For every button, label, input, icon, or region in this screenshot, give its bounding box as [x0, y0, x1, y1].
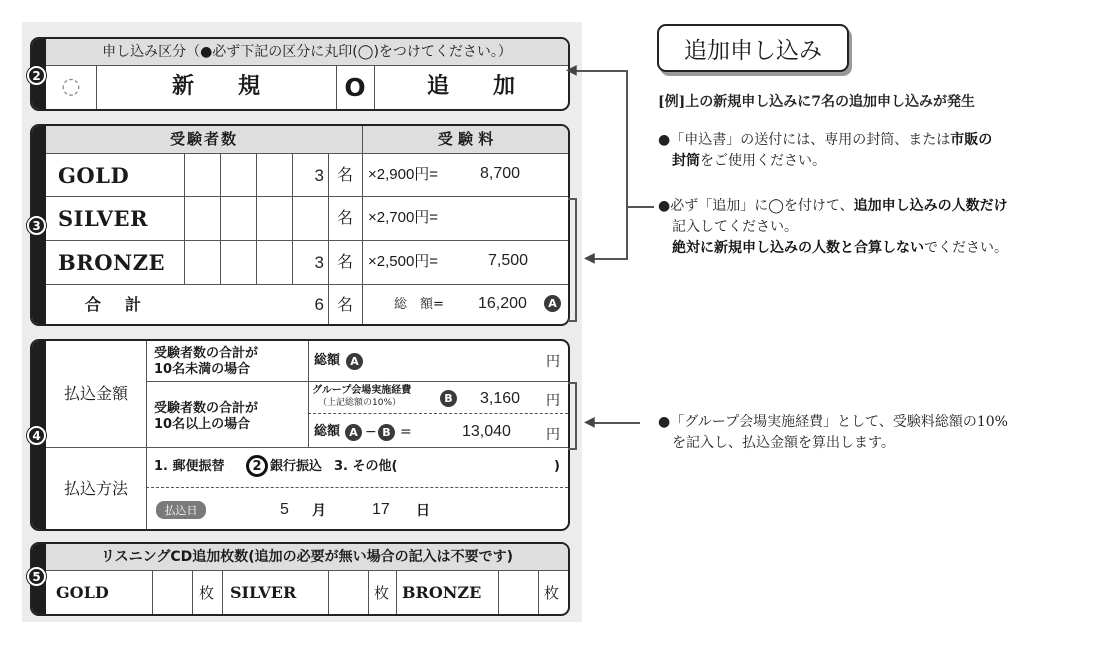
bracket-line-section4 — [575, 382, 577, 450]
mark-a-badge: A — [544, 295, 561, 312]
example-text: [例]上の新規申し込みに7名の追加申し込みが発生 — [658, 94, 975, 110]
method-other[interactable]: 3. その他( — [334, 459, 398, 474]
total-a-label: 総額 — [314, 353, 341, 368]
bronze-unit: 名 — [336, 252, 353, 271]
group-fee-value[interactable]: 3,160 — [480, 390, 521, 407]
silver-label: SILVER — [58, 206, 149, 231]
section-4-number: 4 — [27, 426, 46, 445]
arrow-head-left-icon: ◀ — [584, 250, 595, 266]
total-fee-label: 総 額= — [394, 297, 444, 312]
connector-note-2 — [628, 206, 654, 208]
gold-rate: ×2,900円= — [368, 166, 439, 183]
total-label: 合 計 — [84, 294, 145, 314]
gold-fee[interactable]: 8,700 — [480, 165, 521, 182]
mark-a-badge: A — [346, 353, 363, 370]
a-minus-b-label: 総額 — [314, 424, 341, 439]
new-choice-mark[interactable]: ◌ — [61, 74, 81, 99]
examinee-count-header: 受験者数 — [46, 126, 362, 153]
pay-date-badge: 払込日 — [156, 501, 206, 519]
method-2-circled[interactable]: 2 — [246, 455, 268, 477]
method-postal[interactable]: 1. 郵便振替 — [154, 459, 225, 474]
section-2-number: 2 — [27, 66, 46, 85]
cd-gold-unit: 枚 — [199, 584, 215, 602]
gold-label: GOLD — [58, 163, 130, 188]
section-2-application-type — [30, 37, 570, 111]
bronze-label: BRONZE — [58, 250, 166, 275]
a-minus-b-value[interactable]: 13,040 — [462, 423, 511, 440]
yen-unit-1: 円 — [546, 354, 560, 370]
yen-unit-3: 円 — [546, 427, 560, 443]
bronze-rate: ×2,500円= — [368, 253, 439, 270]
cd-silver-label: SILVER — [230, 583, 297, 602]
arrow-line-vertical — [626, 70, 628, 260]
day-unit: 日 — [416, 503, 430, 519]
yen-unit-2: 円 — [546, 393, 560, 409]
mark-a-badge: A — [345, 424, 362, 441]
pay-amount-label: 払込金額 — [63, 384, 128, 403]
method-bank[interactable]: 銀行振込 — [270, 459, 323, 474]
gold-count[interactable]: 3 — [314, 165, 324, 185]
exam-fee-header: 受 験 料 — [363, 126, 568, 153]
silver-count[interactable] — [292, 197, 328, 239]
cd-bronze-label: BRONZE — [402, 583, 482, 602]
arrow-line-note-3 — [588, 422, 640, 424]
silver-unit: 名 — [336, 208, 353, 227]
pay-day[interactable]: 17 — [372, 501, 390, 518]
total-unit: 名 — [336, 294, 353, 314]
cd-bronze-unit: 枚 — [544, 584, 560, 602]
section-4-payment — [30, 339, 570, 531]
section-5-number: 5 — [27, 567, 46, 586]
silver-rate: ×2,700円= — [368, 209, 439, 226]
additional-application-title: 追加申し込み — [657, 24, 849, 72]
month-unit: 月 — [312, 503, 326, 519]
over-10-label: 受験者数の合計が 10名以上の場合 — [154, 401, 259, 432]
add-choice-mark[interactable]: O — [344, 72, 366, 102]
group-fee-label: グループ会場実施経費 — [312, 385, 412, 396]
add-label: 追 加 — [426, 74, 515, 99]
equals-sign: = — [400, 424, 412, 440]
pay-method-label: 払込方法 — [63, 478, 128, 498]
listening-cd-header: リスニングCD追加枚数(追加の必要が無い場合の記入は不要です) — [46, 544, 568, 570]
bracket-line-section3 — [575, 198, 577, 322]
arrow-line-top — [570, 70, 628, 72]
section-3-number: 3 — [27, 216, 46, 235]
bronze-fee[interactable]: 7,500 — [488, 252, 529, 269]
new-label: 新 規 — [171, 74, 260, 99]
mark-b-badge: B — [378, 424, 395, 441]
cd-silver-unit: 枚 — [374, 584, 390, 602]
gold-unit: 名 — [336, 165, 353, 184]
application-type-header: 申し込み区分（●必ず下記の区分に丸印(◯)をつけてください。） — [46, 39, 568, 65]
method-other-close: ) — [554, 459, 560, 474]
under-10-label: 受験者数の合計が 10名未満の場合 — [154, 346, 259, 377]
note-additional-count: ●必ず「追加」に◯を付けて、追加申し込みの人数だけ 記入してください。 絶対に新規申し込みの人数と合算しないでください。 — [658, 198, 1008, 256]
note-envelope: ●「申込書」の送付には、専用の封筒、または市販の 封筒をご使用ください。 — [658, 132, 993, 169]
bronze-count[interactable]: 3 — [314, 252, 324, 272]
pay-month[interactable]: 5 — [280, 501, 289, 518]
minus-sign: − — [365, 424, 377, 440]
group-fee-sub: （上記総額の10%） — [318, 398, 402, 408]
total-count[interactable]: 6 — [314, 295, 324, 314]
mark-b-badge: B — [440, 390, 457, 407]
total-fee[interactable]: 16,200 — [478, 295, 527, 312]
section-5-listening-cd — [30, 542, 570, 616]
arrow-head-left-icon: ◀ — [584, 414, 595, 430]
section-3-fees — [30, 124, 570, 326]
arrow-head-left-icon: ◀ — [566, 62, 577, 78]
note-group-fee: ●「グループ会場実施経費」として、受験料総額の10% を記入し、払込金額を算出します。 — [658, 414, 1008, 451]
cd-gold-label: GOLD — [56, 583, 109, 602]
